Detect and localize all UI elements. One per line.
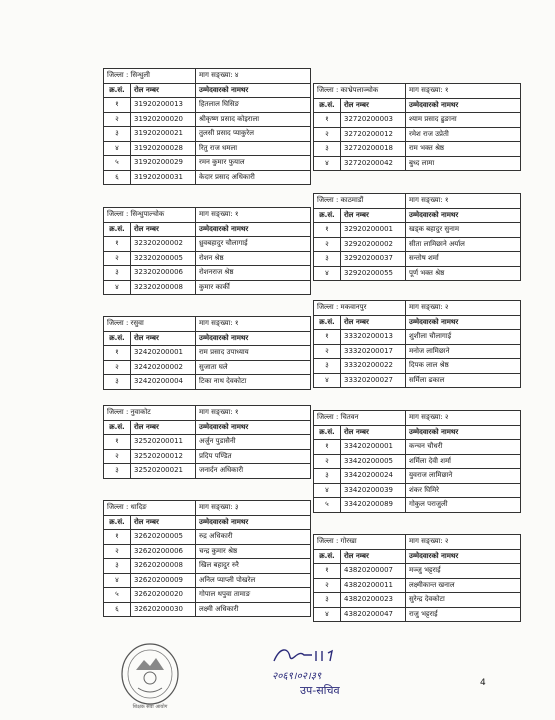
- table-row: [314, 237, 521, 252]
- table-row: [314, 578, 521, 593]
- demand-count: माग सङ्ख्या: ३: [196, 501, 311, 516]
- candidate-name: मञ्जु भट्टराई: [406, 564, 521, 579]
- serial-number: २: [104, 544, 131, 559]
- serial-number: १: [104, 435, 131, 450]
- column-header-roll: रोल नम्बर: [131, 83, 196, 98]
- table-row: [314, 483, 521, 498]
- roll-number: 32920200055: [341, 266, 406, 281]
- serial-number: ३: [314, 469, 341, 484]
- column-header-name: उम्मेदवारको नामथर: [196, 222, 311, 237]
- candidate-name: ध्रुवबहादुर चौलागाई: [196, 237, 311, 252]
- serial-number: ३: [104, 559, 131, 574]
- serial-number: ३: [314, 359, 341, 374]
- roll-number: 33420200089: [341, 498, 406, 513]
- official-seal-icon: [118, 640, 182, 712]
- roll-number: 43820200007: [341, 564, 406, 579]
- table-header-row: [104, 222, 311, 237]
- table-title-row: [104, 406, 311, 421]
- column-header-roll: रोल नम्बर: [131, 420, 196, 435]
- demand-count: माग सङ्ख्या: २: [406, 535, 521, 550]
- roll-number: 33420200005: [341, 454, 406, 469]
- district-name: जिल्ला : चितवन: [314, 411, 406, 426]
- candidate-name: पूर्ण भक्त श्रेष्ठ: [406, 266, 521, 281]
- roll-number: 33420200039: [341, 483, 406, 498]
- serial-number: ३: [104, 464, 131, 479]
- column-header-name: उम्मेदवारको नामथर: [196, 515, 311, 530]
- demand-count: माग सङ्ख्या: २: [406, 411, 521, 426]
- serial-number: २: [314, 454, 341, 469]
- candidate-name: गोकुल पराजुली: [406, 498, 521, 513]
- table-row: [104, 602, 311, 617]
- candidate-name: हितलाल घिसिङ: [196, 98, 311, 113]
- serial-number: ५: [104, 156, 131, 171]
- table-header-row: [314, 98, 521, 113]
- serial-number: ३: [104, 127, 131, 142]
- table-row: [104, 127, 311, 142]
- table-row: [104, 251, 311, 266]
- serial-number: ५: [104, 588, 131, 603]
- demand-count: माग सङ्ख्या: १: [196, 406, 311, 421]
- table-row: [314, 564, 521, 579]
- table-header-row: [314, 208, 521, 223]
- table-title-row: [104, 501, 311, 516]
- candidate-name: खिल बहादुर रुरै: [196, 559, 311, 574]
- roll-number: 32620200008: [131, 559, 196, 574]
- table-row: [314, 440, 521, 455]
- table-row: [314, 359, 521, 374]
- candidate-name: शर्मिला देवी शर्मा: [406, 454, 521, 469]
- serial-number: १: [104, 237, 131, 252]
- district-name: जिल्ला : सिन्धुपाल्चोक: [104, 208, 196, 223]
- table-row: [104, 141, 311, 156]
- candidate-name: सुजाता घले: [196, 360, 311, 375]
- roll-number: 33420200001: [341, 440, 406, 455]
- serial-number: ३: [314, 593, 341, 608]
- roll-number: 32920200037: [341, 252, 406, 267]
- table-header-row: [104, 83, 311, 98]
- roll-number: 31920200020: [131, 112, 196, 127]
- candidate-name: टिका नाथ देवकोटा: [196, 375, 311, 390]
- serial-number: १: [314, 330, 341, 345]
- column-header-name: उम्मेदवारको नामथर: [196, 420, 311, 435]
- roll-number: 31920200031: [131, 170, 196, 185]
- candidate-name: अनिल प्याप्ली पोखरेल: [196, 573, 311, 588]
- table-row: [104, 112, 311, 127]
- demand-count: माग सङ्ख्या: १: [406, 84, 521, 99]
- roll-number: 32720200042: [341, 156, 406, 171]
- column-header-name: उम्मेदवारको नामथर: [406, 98, 521, 113]
- table-header-row: [314, 315, 521, 330]
- serial-number: ६: [104, 170, 131, 185]
- column-header-name: उम्मेदवारको नामथर: [406, 549, 521, 564]
- district-name: जिल्ला : धादिङ: [104, 501, 196, 516]
- table-kavrepalanchok: [313, 83, 521, 171]
- candidate-name: सर्मिला ढकाल: [406, 373, 521, 388]
- roll-number: 32920200002: [341, 237, 406, 252]
- table-header-row: [104, 515, 311, 530]
- candidate-name: खड्क बहादुर सुनाम: [406, 223, 521, 238]
- serial-number: ४: [104, 280, 131, 295]
- table-row: [314, 373, 521, 388]
- roll-number: 43820200023: [341, 593, 406, 608]
- candidate-name: लक्ष्मीकान्त खनाल: [406, 578, 521, 593]
- signature-icon: [268, 645, 398, 667]
- roll-number: 32420200001: [131, 346, 196, 361]
- district-name: जिल्ला : काभ्रेपलाञ्चोक: [314, 84, 406, 99]
- table-row: [314, 344, 521, 359]
- column-header-sn: क्र.सं.: [104, 515, 131, 530]
- roll-number: 43820200011: [341, 578, 406, 593]
- column-header-sn: क्र.सं.: [104, 222, 131, 237]
- candidate-name: कुमार कार्की: [196, 280, 311, 295]
- roll-number: 32620200006: [131, 544, 196, 559]
- table-title-row: [104, 317, 311, 332]
- column-header-sn: क्र.सं.: [314, 98, 341, 113]
- column-header-roll: रोल नम्बर: [341, 315, 406, 330]
- serial-number: ४: [314, 483, 341, 498]
- table-gorkha: [313, 534, 521, 622]
- table-row: [104, 588, 311, 603]
- table-row: [314, 142, 521, 157]
- page-number: 4: [480, 678, 486, 688]
- table-title-row: [314, 194, 521, 209]
- table-row: [104, 375, 311, 390]
- table-row: [104, 170, 311, 185]
- demand-count: माग सङ्ख्या: ४: [196, 69, 311, 84]
- roll-number: 32520200012: [131, 449, 196, 464]
- candidate-name: रोशनराज श्रेष्ठ: [196, 266, 311, 281]
- column-header-roll: रोल नम्बर: [131, 331, 196, 346]
- roll-number: 33320200027: [341, 373, 406, 388]
- table-row: [314, 113, 521, 128]
- serial-number: ३: [104, 375, 131, 390]
- table-row: [314, 330, 521, 345]
- table-row: [104, 449, 311, 464]
- roll-number: 31920200021: [131, 127, 196, 142]
- table-header-row: [104, 331, 311, 346]
- serial-number: ३: [314, 142, 341, 157]
- column-header-sn: क्र.सं.: [104, 83, 131, 98]
- serial-number: १: [104, 98, 131, 113]
- roll-number: 32620200005: [131, 530, 196, 545]
- serial-number: ४: [314, 373, 341, 388]
- table-row: [104, 98, 311, 113]
- column-header-roll: रोल नम्बर: [341, 549, 406, 564]
- roll-number: 43820200047: [341, 607, 406, 622]
- column-header-name: उम्मेदवारको नामथर: [196, 331, 311, 346]
- serial-number: १: [314, 564, 341, 579]
- table-sindhuli: [103, 68, 311, 185]
- roll-number: 33320200022: [341, 359, 406, 374]
- candidate-name: दिपक लाल श्रेष्ठ: [406, 359, 521, 374]
- column-header-sn: क्र.सं.: [314, 425, 341, 440]
- table-row: [314, 593, 521, 608]
- roll-number: 31920200029: [131, 156, 196, 171]
- roll-number: 31920200028: [131, 141, 196, 156]
- serial-number: २: [104, 112, 131, 127]
- candidate-name: श्याम प्रसाद ढुङाना: [406, 113, 521, 128]
- table-row: [314, 607, 521, 622]
- serial-number: ५: [314, 498, 341, 513]
- table-header-row: [314, 549, 521, 564]
- table-row: [104, 435, 311, 450]
- serial-number: १: [314, 223, 341, 238]
- district-name: जिल्ला : मकवानपुर: [314, 301, 406, 316]
- serial-number: १: [104, 346, 131, 361]
- table-title-row: [104, 208, 311, 223]
- column-header-name: उम्मेदवारको नामथर: [406, 315, 521, 330]
- roll-number: 32520200011: [131, 435, 196, 450]
- table-makwanpur: [313, 300, 521, 388]
- district-name: जिल्ला : रसुवा: [104, 317, 196, 332]
- candidate-name: शुशीला चौलागाई: [406, 330, 521, 345]
- roll-number: 33320200013: [341, 330, 406, 345]
- candidate-name: मनोज लामिछाने: [406, 344, 521, 359]
- candidate-name: राजु भट्टराई: [406, 607, 521, 622]
- table-row: [314, 266, 521, 281]
- table-row: [314, 223, 521, 238]
- serial-number: २: [314, 578, 341, 593]
- candidate-name: युवराज लामिछाने: [406, 469, 521, 484]
- serial-number: ६: [104, 602, 131, 617]
- table-row: [104, 544, 311, 559]
- table-row: [314, 469, 521, 484]
- table-title-row: [104, 69, 311, 84]
- serial-number: ४: [104, 141, 131, 156]
- table-row: [104, 464, 311, 479]
- roll-number: 32320200002: [131, 237, 196, 252]
- candidate-name: जनार्दन अधिकारी: [196, 464, 311, 479]
- table-row: [104, 346, 311, 361]
- roll-number: 33420200024: [341, 469, 406, 484]
- column-header-roll: रोल नम्बर: [131, 515, 196, 530]
- column-header-sn: क्र.सं.: [314, 549, 341, 564]
- column-header-sn: क्र.सं.: [104, 420, 131, 435]
- roll-number: 31920200013: [131, 98, 196, 113]
- roll-number: 32620200020: [131, 588, 196, 603]
- demand-count: माग सङ्ख्या: १: [196, 208, 311, 223]
- table-title-row: [314, 535, 521, 550]
- candidate-name: रितु राज धमला: [196, 141, 311, 156]
- candidate-name: सन्तोष शर्मा: [406, 252, 521, 267]
- column-header-roll: रोल नम्बर: [341, 98, 406, 113]
- table-row: [314, 454, 521, 469]
- serial-number: ४: [314, 607, 341, 622]
- serial-number: २: [314, 127, 341, 142]
- table-row: [104, 360, 311, 375]
- candidate-name: चन्द्र कुमार श्रेष्ठ: [196, 544, 311, 559]
- table-title-row: [314, 411, 521, 426]
- candidate-name: तुलसी प्रसाद प्याकुरेल: [196, 127, 311, 142]
- table-row: [104, 559, 311, 574]
- candidate-name: सुरेन्द्र देवकोटा: [406, 593, 521, 608]
- candidate-name: कन्चन चौधरी: [406, 440, 521, 455]
- candidate-name: राम प्रसाद उपाध्याय: [196, 346, 311, 361]
- roll-number: 32620200030: [131, 602, 196, 617]
- candidate-name: प्रदिप पण्डित: [196, 449, 311, 464]
- table-kathmandu: [313, 193, 521, 281]
- table-row: [314, 127, 521, 142]
- candidate-name: शंकर घिमिरे: [406, 483, 521, 498]
- roll-number: 32920200001: [341, 223, 406, 238]
- column-header-sn: क्र.सं.: [104, 331, 131, 346]
- table-row: [104, 573, 311, 588]
- column-header-name: उम्मेदवारको नामथर: [196, 83, 311, 98]
- candidate-name: श्रीकृष्ण प्रसाद कोइराला: [196, 112, 311, 127]
- column-header-roll: रोल नम्बर: [131, 222, 196, 237]
- serial-number: १: [104, 530, 131, 545]
- serial-number: ४: [314, 156, 341, 171]
- candidate-name: रमेश राज उप्रेती: [406, 127, 521, 142]
- table-title-row: [314, 301, 521, 316]
- serial-number: ३: [104, 266, 131, 281]
- district-name: जिल्ला : गोरखा: [314, 535, 406, 550]
- candidate-name: अर्जुन पुडासैनी: [196, 435, 311, 450]
- column-header-sn: क्र.सं.: [314, 208, 341, 223]
- table-row: [104, 530, 311, 545]
- table-row: [104, 156, 311, 171]
- candidate-name: लक्ष्मी अधिकारी: [196, 602, 311, 617]
- roll-number: 32720200018: [341, 142, 406, 157]
- column-header-roll: रोल नम्बर: [341, 425, 406, 440]
- district-name: जिल्ला : काठमाडौं: [314, 194, 406, 209]
- serial-number: १: [314, 113, 341, 128]
- roll-number: 32320200006: [131, 266, 196, 281]
- table-nuwakot: [103, 405, 311, 479]
- candidate-name: रुद्र अधिकारी: [196, 530, 311, 545]
- seal-text: शिक्षक सेवा आयोग: [132, 704, 168, 710]
- serial-number: २: [104, 251, 131, 266]
- signatory-title: उप-सचिव: [300, 684, 340, 697]
- table-header-row: [314, 425, 521, 440]
- serial-number: १: [314, 440, 341, 455]
- table-sindhupalchok: [103, 207, 311, 295]
- serial-number: ४: [314, 266, 341, 281]
- serial-number: ३: [314, 252, 341, 267]
- roll-number: 32320200008: [131, 280, 196, 295]
- candidate-name: सीता लामिछाने अर्याल: [406, 237, 521, 252]
- roll-number: 32420200002: [131, 360, 196, 375]
- candidate-name: रोशन श्रेष्ठ: [196, 251, 311, 266]
- table-title-row: [314, 84, 521, 99]
- candidate-name: गोपाल थपुवा तामाङ: [196, 588, 311, 603]
- roll-number: 32620200009: [131, 573, 196, 588]
- column-header-roll: रोल नम्बर: [341, 208, 406, 223]
- roll-number: 32520200021: [131, 464, 196, 479]
- table-dhading: [103, 500, 311, 617]
- serial-number: ४: [104, 573, 131, 588]
- demand-count: माग सङ्ख्या: २: [406, 301, 521, 316]
- demand-count: माग सङ्ख्या: १: [196, 317, 311, 332]
- table-row: [104, 237, 311, 252]
- signature-date: २०६९।०२।३९: [272, 671, 322, 682]
- candidate-name: रमन कुमार फुयाल: [196, 156, 311, 171]
- table-row: [104, 266, 311, 281]
- table-row: [104, 280, 311, 295]
- table-header-row: [104, 420, 311, 435]
- candidate-name: केदार प्रसाद अधिकारी: [196, 170, 311, 185]
- roll-number: 33320200017: [341, 344, 406, 359]
- district-name: जिल्ला : सिन्धुली: [104, 69, 196, 84]
- column-header-sn: क्र.सं.: [314, 315, 341, 330]
- table-row: [314, 498, 521, 513]
- column-header-name: उम्मेदवारको नामथर: [406, 425, 521, 440]
- district-name: जिल्ला : नुवाकोट: [104, 406, 196, 421]
- serial-number: २: [104, 449, 131, 464]
- table-chitwan: [313, 410, 521, 513]
- column-header-name: उम्मेदवारको नामथर: [406, 208, 521, 223]
- table-row: [314, 156, 521, 171]
- roll-number: 32320200005: [131, 251, 196, 266]
- roll-number: 32720200012: [341, 127, 406, 142]
- table-rasuwa: [103, 316, 311, 390]
- roll-number: 32720200003: [341, 113, 406, 128]
- serial-number: २: [314, 344, 341, 359]
- demand-count: माग सङ्ख्या: १: [406, 194, 521, 209]
- serial-number: २: [104, 360, 131, 375]
- table-row: [314, 252, 521, 267]
- serial-number: २: [314, 237, 341, 252]
- roll-number: 32420200004: [131, 375, 196, 390]
- candidate-name: बुध्द लामा: [406, 156, 521, 171]
- candidate-name: राम भक्त श्रेष्ठ: [406, 142, 521, 157]
